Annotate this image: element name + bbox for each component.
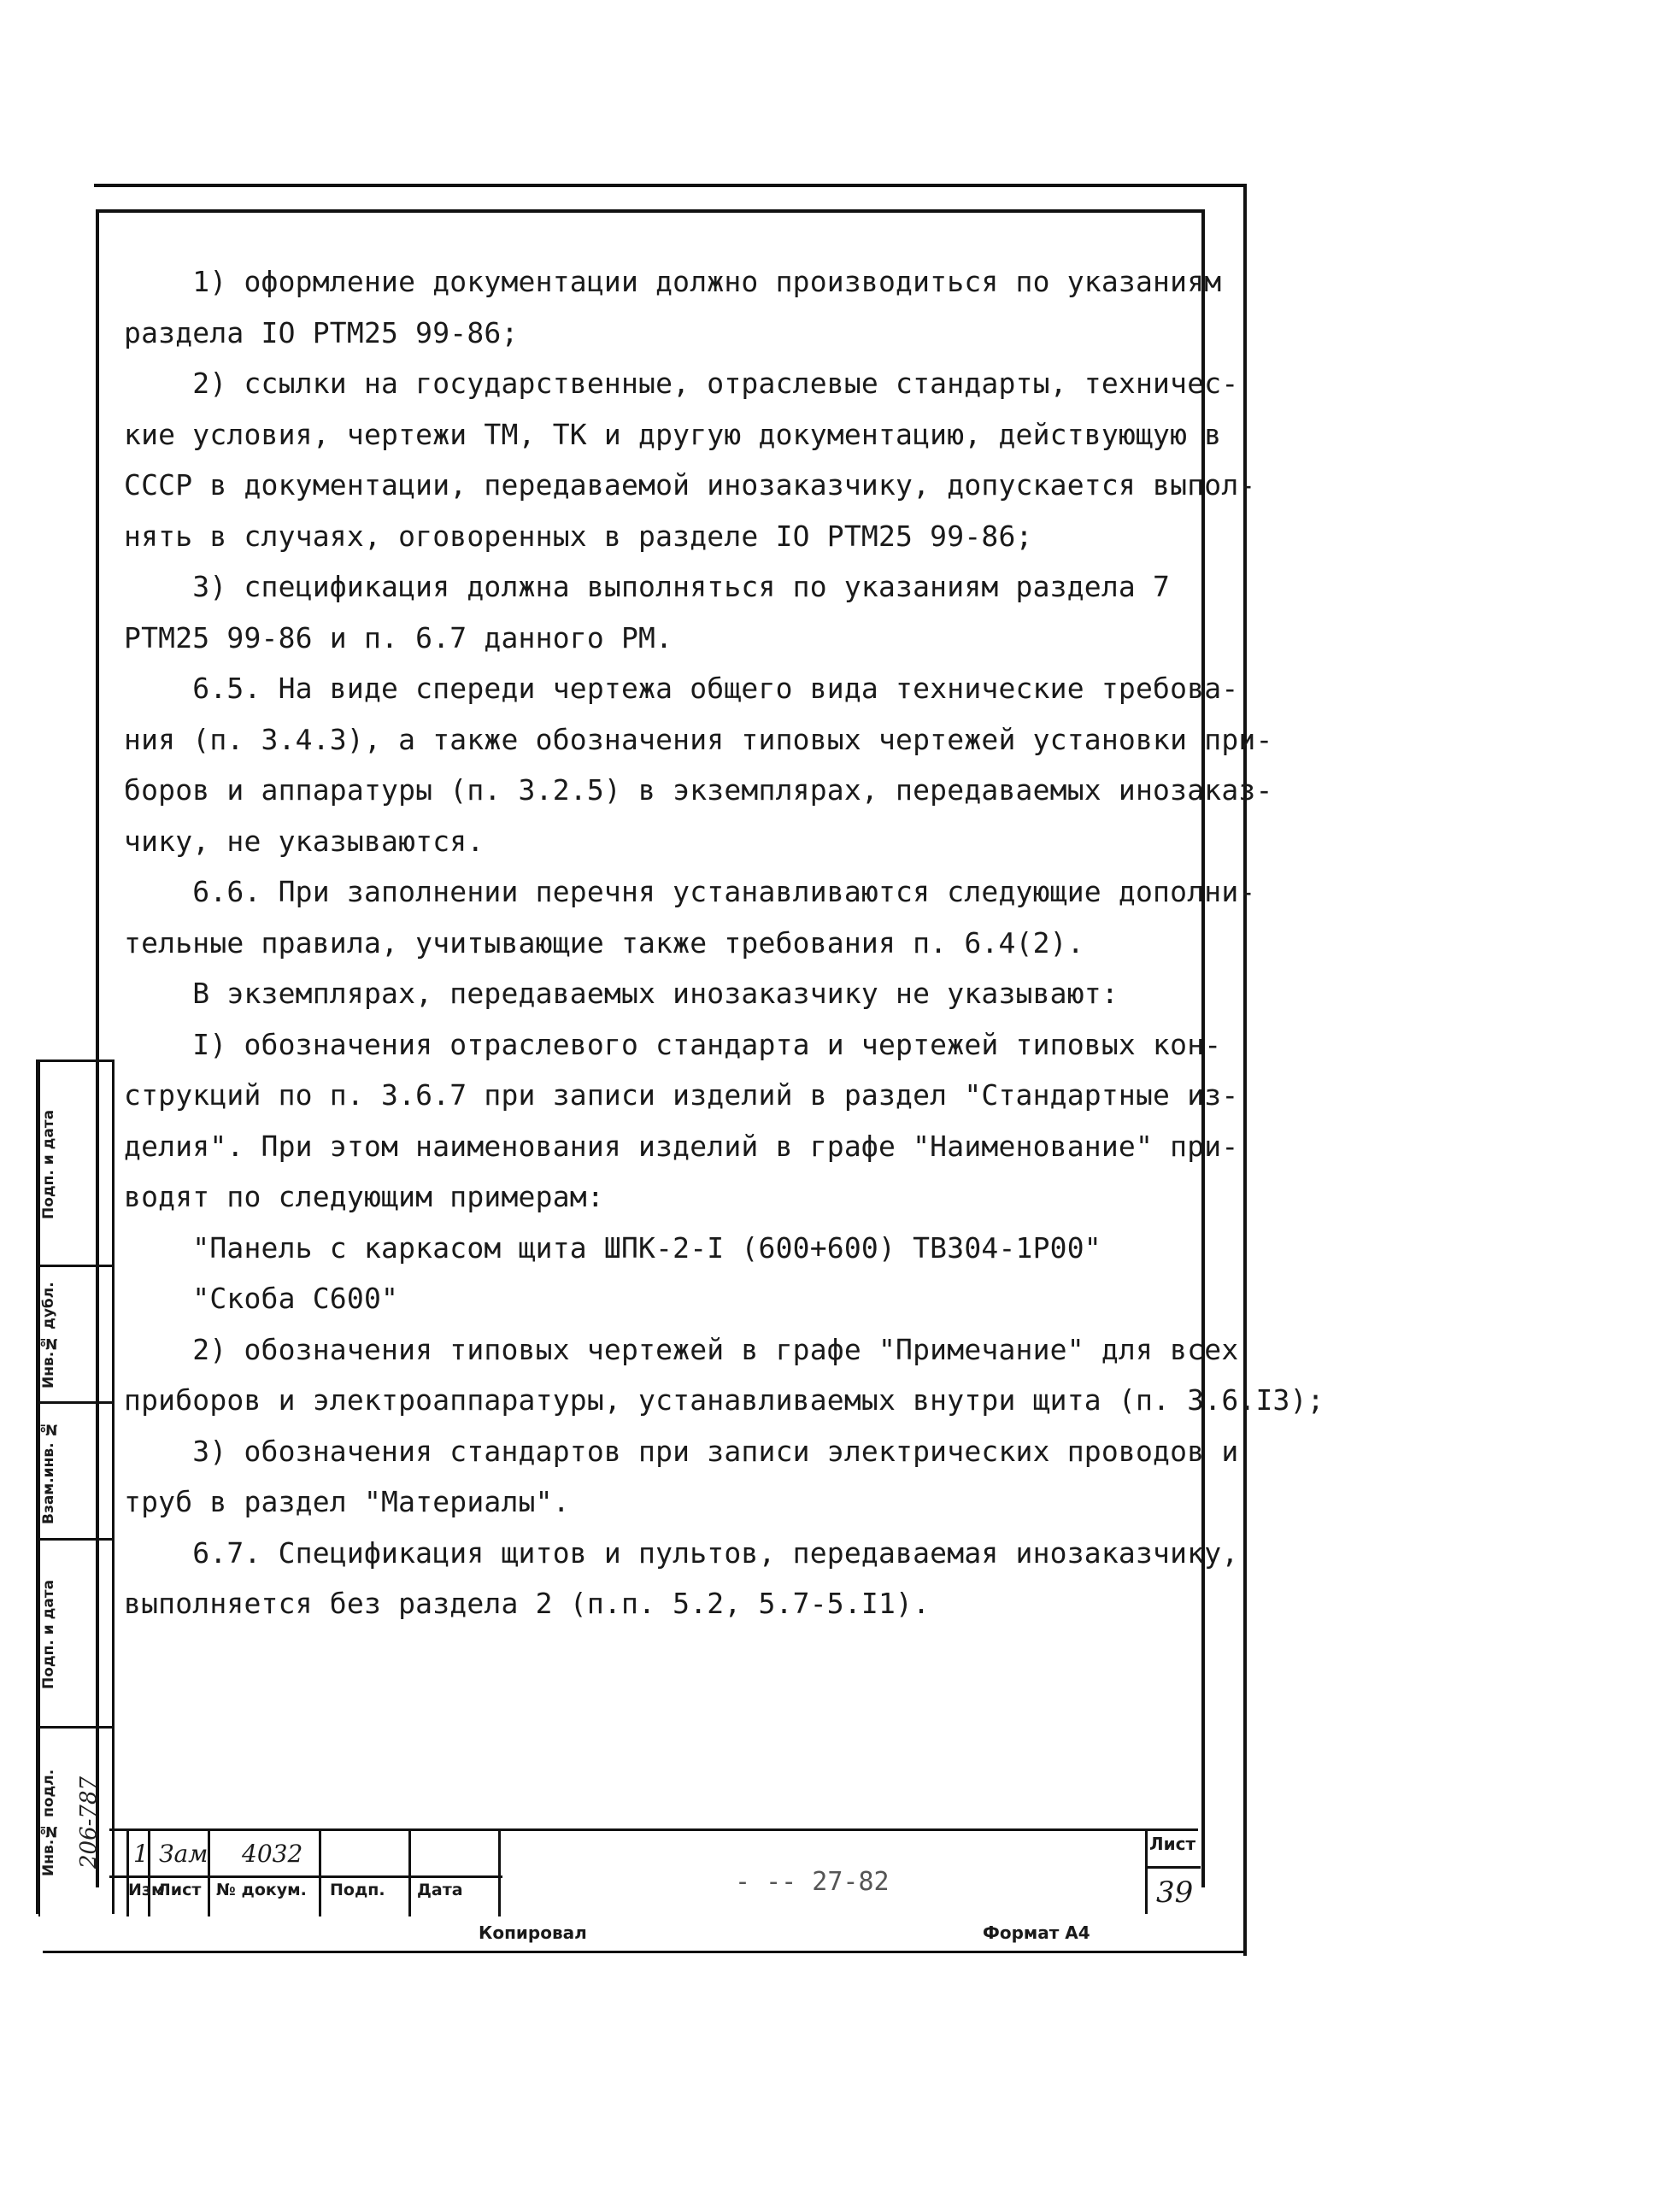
text-line: делия". При этом наименования изделий в графе "Наименование" при- xyxy=(124,1129,1239,1163)
tb-label-date: Дата xyxy=(417,1881,463,1899)
tb-hand-doc: 4032 xyxy=(242,1840,303,1868)
sheet-box xyxy=(1145,1828,1201,1914)
text-line: 6.6. При заполнении перечня устанавливаются следующие дополни- xyxy=(124,875,1256,908)
stamp-handwritten: 206-787 xyxy=(76,1776,102,1869)
text-line: 2) обозначения типовых чертежей в графе "Примечание" для всех xyxy=(124,1332,1239,1366)
tb-col xyxy=(498,1831,501,1916)
stamp-label: Инв.№ подл. xyxy=(38,1729,76,1916)
copied-label: Копировал xyxy=(479,1922,587,1943)
text-line: нять в случаях, оговоренных в разделе IO РТМ25 99-86; xyxy=(124,519,1033,553)
title-block-divider xyxy=(109,1875,502,1878)
stamp-cell-sign-date xyxy=(38,1538,112,1729)
text-line: СССР в документации, передаваемой инозаказчику, допускается выпол- xyxy=(124,468,1256,502)
text-line: 1) оформление документации должно производиться по указаниям xyxy=(124,265,1222,298)
text-line: труб в раздел "Материалы". xyxy=(124,1485,570,1518)
tb-col xyxy=(408,1831,411,1916)
stamp-handwritten xyxy=(76,1404,110,1541)
text-line: 3) спецификация должна выполняться по указаниям раздела 7 xyxy=(124,570,1171,603)
text-line: I) обозначения отраслевого стандарта и чертежей типовых кон- xyxy=(124,1027,1222,1061)
stamp-handwritten xyxy=(76,1267,110,1404)
text-line: раздела IO РТМ25 99-86; xyxy=(124,315,519,349)
stamp-label: Подп. и дата xyxy=(38,1062,76,1267)
bottom-rule xyxy=(43,1951,1243,1953)
tb-col xyxy=(319,1831,321,1916)
tb-label-doc: № докум. xyxy=(216,1881,307,1899)
text-line: 6.7. Спецификация щитов и пультов, передаваемая инозаказчику, xyxy=(124,1535,1239,1570)
stamp-label: Взам.инв. № xyxy=(38,1404,76,1541)
stamp-label: Подп. и дата xyxy=(38,1541,76,1729)
tb-label-list: Лист xyxy=(157,1881,202,1899)
text-line: ния (п. 3.4.3), а также обозначения типовых чертежей установки при- xyxy=(124,722,1273,756)
text-line: водят по следующим примерам: xyxy=(124,1180,604,1213)
text-line: "Скоба С600" xyxy=(124,1282,399,1315)
text-line: чику, не указываются. xyxy=(124,824,485,858)
text-line: "Панель с каркасом щита ШПК-2-I (600+600) ТВ304-1Р00" xyxy=(124,1230,1101,1265)
document-code: - -- 27-82 xyxy=(735,1867,890,1897)
stamp-handwritten xyxy=(76,1541,110,1729)
stamp-label: Инв.№ дубл. xyxy=(38,1267,76,1404)
tb-hand-izm: 1 xyxy=(133,1840,149,1868)
body-text xyxy=(124,256,1325,1629)
title-block xyxy=(109,1828,1198,1921)
sheet-number: 39 xyxy=(1156,1875,1194,1910)
text-line: струкций по п. 3.6.7 при записи изделий в раздел "Стандартные из- xyxy=(124,1078,1239,1112)
tb-label-izm: Изм xyxy=(128,1881,165,1899)
sheet-label: Лист xyxy=(1149,1834,1196,1854)
format-label: Формат А4 xyxy=(983,1922,1090,1943)
tb-col xyxy=(208,1831,210,1916)
text-line: выполняется без раздела 2 (п.п. 5.2, 5.7-5.I1). xyxy=(124,1587,931,1620)
tb-col xyxy=(126,1831,129,1916)
text-line: РТМ25 99-86 и п. 6.7 данного РМ. xyxy=(124,620,673,654)
tb-hand-list: Зам xyxy=(159,1840,209,1868)
text-line: 2) ссылки на государственные, отраслевые стандарты, техничес- xyxy=(124,367,1239,400)
text-line: приборов и электроаппаратуры, устанавливаемых внутри щита (п. 3.6.I3); xyxy=(124,1383,1325,1417)
stamp-cell-inv-orig xyxy=(38,1726,112,1916)
stamp-handwritten xyxy=(76,1062,110,1267)
sheet-divider xyxy=(1148,1866,1201,1869)
stamp-cell-inv-dup xyxy=(38,1265,112,1404)
tb-label-sign: Подп. xyxy=(330,1881,385,1899)
text-line: В экземплярах, передаваемых инозаказчику не указывают: xyxy=(124,977,1119,1010)
text-line: 6.5. На виде спереди чертежа общего вида технические требова- xyxy=(124,672,1239,705)
side-stamp xyxy=(36,1059,115,1914)
text-line: кие условия, чертежи ТМ, ТК и другую документацию, действующую в xyxy=(124,417,1222,451)
stamp-cell-sign-date-2 xyxy=(38,1059,112,1267)
text-line: боров и аппаратуры (п. 3.2.5) в экземплярах, передаваемых инозаказ- xyxy=(124,773,1273,807)
text-line: тельные правила, учитывающие также требования п. 6.4(2). xyxy=(124,925,1084,960)
stamp-cell-replace-inv xyxy=(38,1401,112,1541)
text-line: 3) обозначения стандартов при записи электрических проводов и xyxy=(124,1434,1239,1468)
